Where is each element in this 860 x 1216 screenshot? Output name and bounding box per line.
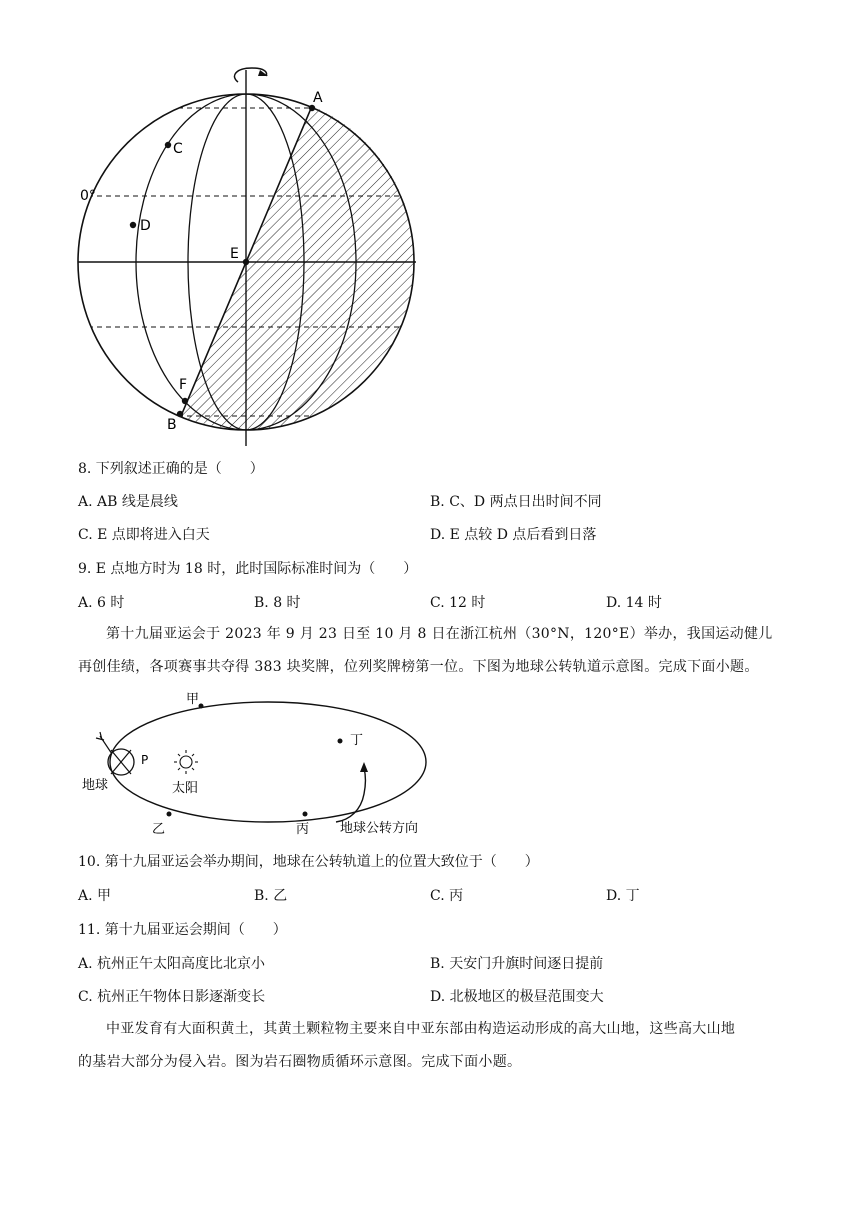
q10-option-c[interactable]: C. 丙 bbox=[430, 888, 464, 904]
label-f: F bbox=[179, 377, 188, 393]
label-ding: 丁 bbox=[350, 733, 364, 748]
label-yi: 乙 bbox=[152, 822, 166, 837]
night-area bbox=[181, 106, 415, 429]
q8-option-a[interactable]: A. AB 线是晨线 bbox=[78, 494, 178, 510]
label-e: E bbox=[230, 246, 239, 262]
point-f bbox=[182, 398, 188, 404]
passage-asian-games bbox=[78, 618, 783, 684]
q9-option-c[interactable]: C. 12 时 bbox=[430, 595, 486, 611]
q8-stem: 8. 下列叙述正确的是（ ） bbox=[78, 461, 264, 477]
label-p: P bbox=[141, 753, 149, 767]
point-bing bbox=[303, 812, 308, 817]
point-yi bbox=[167, 812, 172, 817]
point-d bbox=[130, 222, 136, 228]
passage-line: 中亚发育有大面积黄土，其黄土颗粒物主要来自中亚东部由构造运动形成的高大山地，这些高大山地 bbox=[106, 1021, 736, 1037]
label-d: D bbox=[140, 218, 151, 234]
label-c: C bbox=[173, 141, 183, 157]
earth-icon bbox=[96, 732, 134, 775]
q8-option-b[interactable]: B. C、D 两点日出时间不同 bbox=[430, 494, 602, 510]
point-b bbox=[177, 411, 183, 417]
q8-option-d[interactable]: D. E 点较 D 点后看到日落 bbox=[430, 527, 597, 543]
orbit-diagram bbox=[78, 688, 438, 838]
point-jia bbox=[199, 704, 204, 709]
orbit-path bbox=[110, 702, 426, 822]
globe-diagram bbox=[70, 62, 430, 447]
point-e bbox=[243, 259, 249, 265]
sun-icon bbox=[174, 750, 198, 774]
point-c bbox=[165, 142, 171, 148]
passage-line: 的基岩大部分为侵入岩。图为岩石圈物质循环示意图。完成下面小题。 bbox=[78, 1054, 522, 1070]
q11-option-c[interactable]: C. 杭州正午物体日影逐渐变长 bbox=[78, 989, 266, 1005]
q9-option-b[interactable]: B. 8 时 bbox=[254, 595, 301, 611]
q9-option-d[interactable]: D. 14 时 bbox=[606, 595, 662, 611]
q10-option-d[interactable]: D. 丁 bbox=[606, 888, 640, 904]
q10-stem: 10. 第十九届亚运会举办期间，地球在公转轨道上的位置大致位于（ ） bbox=[78, 854, 539, 870]
q9-stem: 9. E 点地方时为 18 时，此时国际标准时间为（ ） bbox=[78, 561, 418, 577]
q10-option-a[interactable]: A. 甲 bbox=[78, 888, 112, 904]
q8-option-c[interactable]: C. E 点即将进入白天 bbox=[78, 527, 210, 543]
point-ding bbox=[338, 739, 343, 744]
q11-option-a[interactable]: A. 杭州正午太阳高度比北京小 bbox=[78, 956, 266, 972]
q11-option-b[interactable]: B. 天安门升旗时间逐日提前 bbox=[430, 956, 604, 972]
label-sun: 太阳 bbox=[172, 781, 199, 796]
label-earth: 地球 bbox=[82, 778, 109, 793]
passage-line: 再创佳绩，各项赛事共夺得 383 块奖牌，位列奖牌榜第一位。下图为地球公转轨道示意图。完成下面小题。 bbox=[78, 659, 759, 675]
label-a: A bbox=[313, 90, 323, 106]
label-bing: 丙 bbox=[296, 822, 310, 837]
label-direction: 地球公转方向 bbox=[340, 821, 419, 836]
label-zero-deg: 0° bbox=[80, 188, 96, 204]
q10-option-b[interactable]: B. 乙 bbox=[254, 888, 288, 904]
passage-line: 第十九届亚运会于 2023 年 9 月 23 日至 10 月 8 日在浙江杭州（30°N，120°E）举办，我国运动健儿 bbox=[106, 626, 773, 642]
q11-stem: 11. 第十九届亚运会期间（ ） bbox=[78, 922, 287, 938]
passage-loess bbox=[78, 1013, 783, 1079]
q11-option-d[interactable]: D. 北极地区的极昼范围变大 bbox=[430, 989, 604, 1005]
q9-option-a[interactable]: A. 6 时 bbox=[78, 595, 125, 611]
label-jia: 甲 bbox=[186, 692, 200, 707]
label-b: B bbox=[167, 417, 177, 433]
